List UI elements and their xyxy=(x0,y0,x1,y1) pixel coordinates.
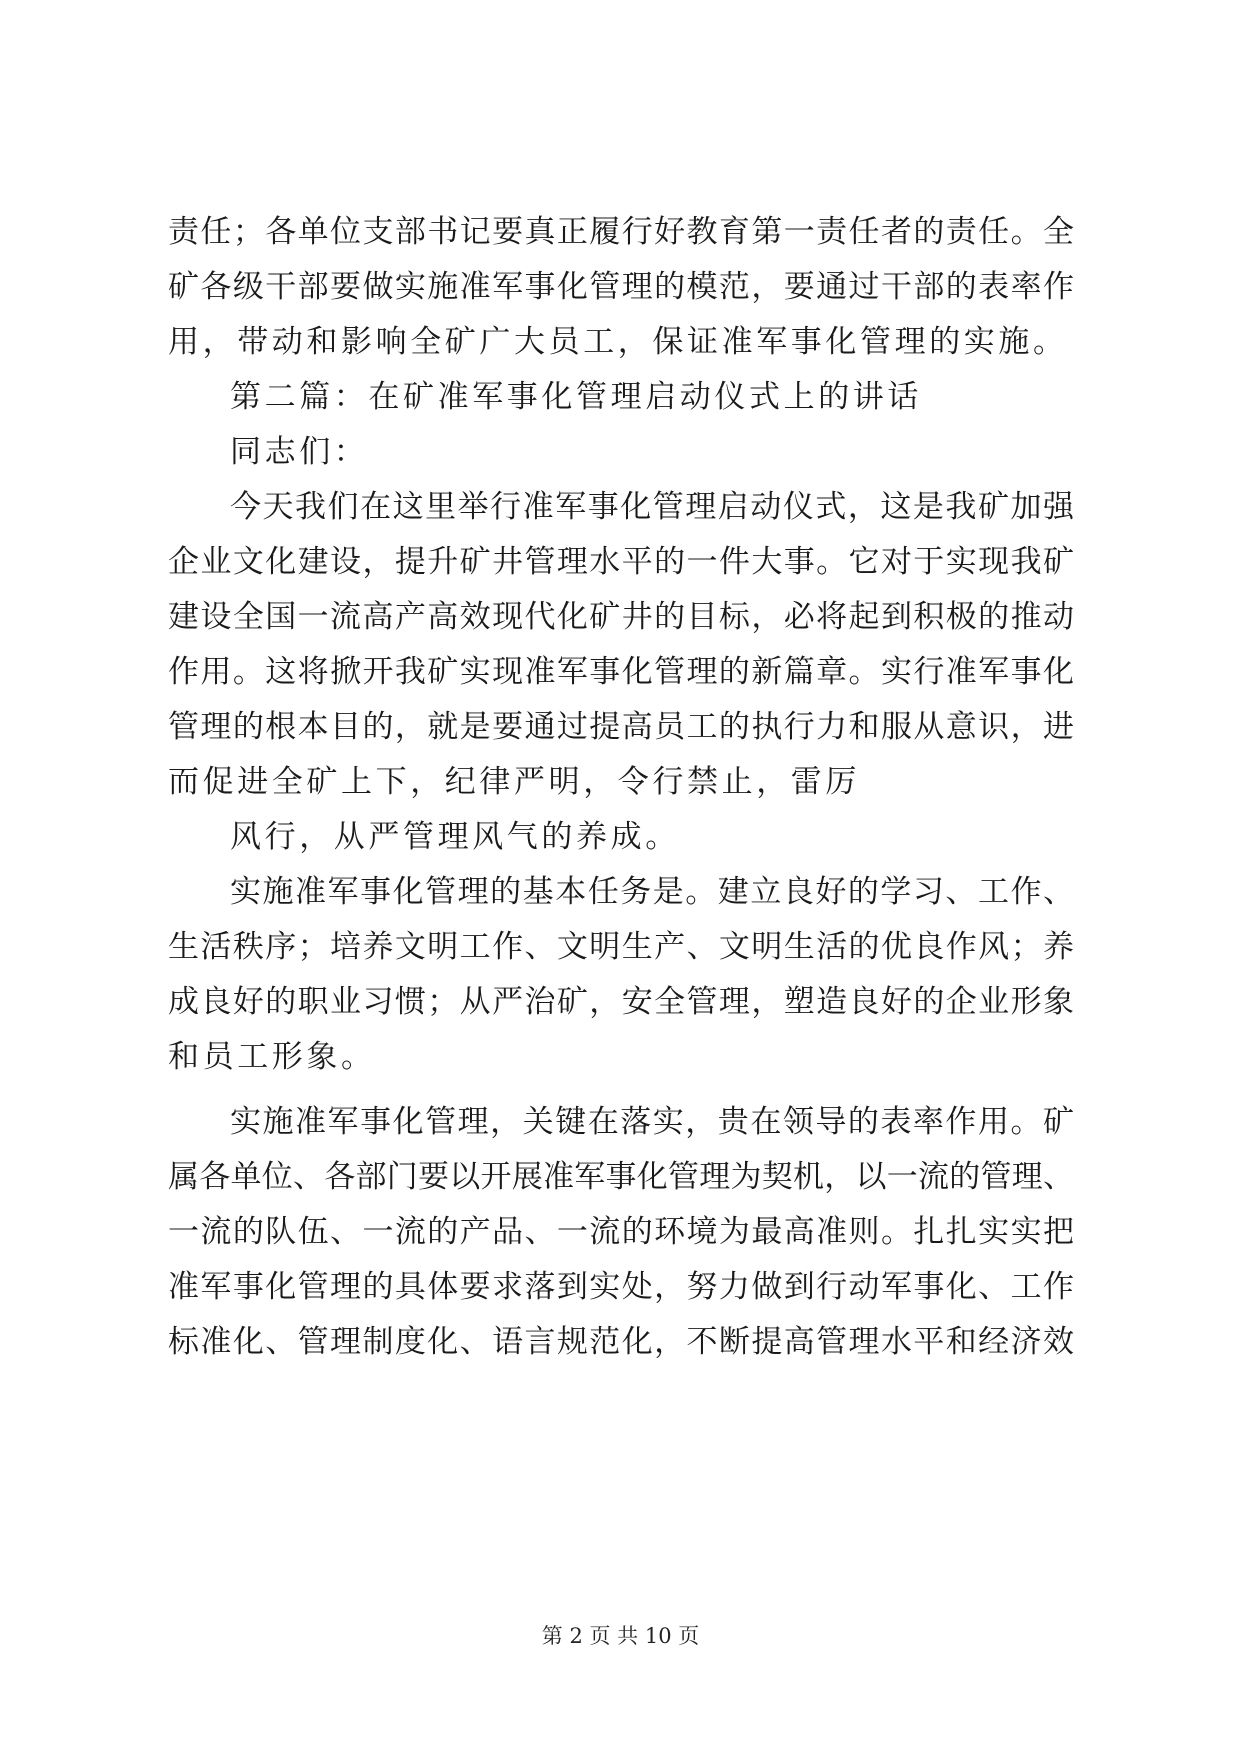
paragraph-line: 标准化、管理制度化、语言规范化，不断提高管理水平和经济效 xyxy=(168,1324,1074,1360)
paragraph-line: 和员工形象。 xyxy=(168,1039,376,1075)
paragraph-line: 建设全国一流高产高效现代化矿井的目标，必将起到积极的推动 xyxy=(168,599,1074,635)
paragraph-line: 风行，从严管理风气的养成。 xyxy=(230,819,680,855)
paragraph-line: 企业文化建设，提升矿井管理水平的一件大事。它对于实现我矿 xyxy=(168,544,1074,580)
salutation: 同志们： xyxy=(230,434,369,470)
paragraph-line: 今天我们在这里举行准军事化管理启动仪式，这是我矿加强 xyxy=(230,489,1074,525)
paragraph-line: 而促进全矿上下，纪律严明，令行禁止，雷厉 xyxy=(168,764,860,800)
paragraph-line: 实施准军事化管理，关键在落实，贵在领导的表率作用。矿 xyxy=(230,1104,1074,1140)
paragraph-line: 管理的根本目的，就是要通过提高员工的执行力和服从意识，进 xyxy=(168,709,1074,745)
page-number-footer: 第 2 页 共 10 页 xyxy=(541,1624,700,1648)
paragraph-line: 责任；各单位支部书记要真正履行好教育第一责任者的责任。全 xyxy=(168,214,1074,250)
paragraph-line: 生活秩序；培养文明工作、文明生产、文明生活的优良作风；养 xyxy=(168,929,1074,965)
paragraph-line: 准军事化管理的具体要求落到实处，努力做到行动军事化、工作 xyxy=(168,1269,1074,1305)
paragraph-line: 实施准军事化管理的基本任务是。建立良好的学习、工作、 xyxy=(230,874,1074,910)
paragraph-line: 用，带动和影响全矿广大员工，保证准军事化管理的实施。 xyxy=(168,324,1068,360)
paragraph-line: 一流的队伍、一流的产品、一流的环境为最高准则。扎扎实实把 xyxy=(168,1214,1074,1250)
paragraph-line: 属各单位、各部门要以开展准军事化管理为契机，以一流的管理、 xyxy=(168,1159,1074,1195)
paragraph-line: 矿各级干部要做实施准军事化管理的模范，要通过干部的表率作 xyxy=(168,269,1074,305)
section-heading: 第二篇：在矿准军事化管理启动仪式上的讲话 xyxy=(230,379,922,415)
paragraph-line: 成良好的职业习惯；从严治矿，安全管理，塑造良好的企业形象 xyxy=(168,984,1074,1020)
paragraph-line: 作用。这将掀开我矿实现准军事化管理的新篇章。实行准军事化 xyxy=(168,654,1074,690)
